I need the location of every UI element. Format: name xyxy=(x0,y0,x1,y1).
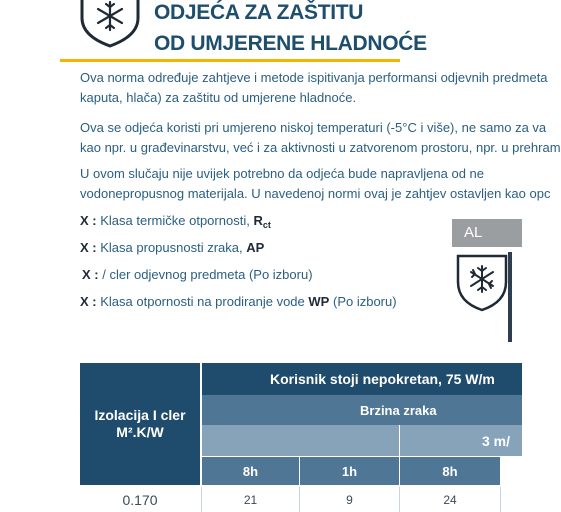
table-header-air-speed: Brzina zraka xyxy=(202,395,522,425)
table-divider xyxy=(201,487,202,512)
class-marker: X : xyxy=(80,294,97,309)
class-symbol: AP xyxy=(246,240,265,255)
table-divider xyxy=(500,487,501,512)
class-symbol-subscript: ct xyxy=(262,220,271,230)
class-description: Klasa propusnosti zraka, xyxy=(100,240,243,255)
table-col-header: 8h xyxy=(400,457,500,485)
class-description: / cler odjevnog predmeta (Po izboru) xyxy=(102,267,313,282)
class-note: (Po izboru) xyxy=(332,294,397,309)
table-cell-insulation: 0.170 xyxy=(80,487,200,512)
class-marker: X : xyxy=(80,213,97,228)
table-header-group-1 xyxy=(202,425,399,456)
class-marker: X : xyxy=(82,267,99,282)
paragraph-1 xyxy=(80,68,548,108)
table-header-insulation: Izolacija I cler M².K/W xyxy=(80,363,200,485)
paragraph-2-line-2: kao npr. u građevinarstvu, već i za aktivnosti u zatvorenom prostoru, npr. u prehram xyxy=(80,140,561,155)
class-marker: X : xyxy=(80,240,97,255)
class-symbol: WP xyxy=(308,294,330,309)
snowflake-shield-icon xyxy=(80,0,140,48)
snowflake-shield-icon xyxy=(454,252,510,314)
paragraph-3-line-2: vodonepropusnog materijala. U navedenoj normi ovaj je zahtjev ostavljen kao opc xyxy=(80,186,551,201)
class-symbol: R xyxy=(253,213,263,228)
standard-badge: AL xyxy=(452,219,522,247)
table-cell: 24 xyxy=(400,487,500,512)
paragraph-1-line-2: kaputa, hlača) za zaštitu od umjerene hladnoće. xyxy=(80,90,357,105)
page-title-line-1: ODJEĆA ZA ZAŠTITU xyxy=(154,1,364,24)
paragraph-2 xyxy=(80,118,561,158)
table-divider xyxy=(299,487,300,512)
table-divider xyxy=(399,487,400,512)
side-stripe xyxy=(508,252,512,342)
class-line-thermal xyxy=(80,212,271,234)
class-line-cler xyxy=(82,266,313,284)
paragraph-3 xyxy=(80,164,551,204)
class-description: Klasa otpornosti na prodiranje vode xyxy=(100,294,305,309)
paragraph-3-line-1: U ovom slučaju nije uvijek potrebno da odjeća bude napravljena od ne xyxy=(80,166,484,181)
class-description: Klasa termičke otpornosti, xyxy=(100,213,250,228)
table-cell: 21 xyxy=(202,487,299,512)
table-cell: 9 xyxy=(300,487,399,512)
paragraph-1-line-1: Ova norma određuje zahtjeve i metode ispitivanja performansi odjevnih predmeta xyxy=(80,70,548,85)
paragraph-2-line-1: Ova se odjeća koristi pri umjereno niskoj temperaturi (-5°C i više), ne samo za va xyxy=(80,120,547,135)
table-col-header: 1h xyxy=(300,457,399,485)
page-title-line-2: OD UMJERENE HLADNOĆE xyxy=(154,32,427,55)
class-line-air-permeability xyxy=(80,239,264,257)
table-header-user-state: Korisnik stoji nepokretan, 75 W/m xyxy=(202,363,522,395)
title-underline xyxy=(60,59,400,62)
class-line-water-penetration xyxy=(80,293,397,311)
table-header-group-2: 3 m/ xyxy=(400,425,522,456)
table-col-header: 8h xyxy=(202,457,299,485)
